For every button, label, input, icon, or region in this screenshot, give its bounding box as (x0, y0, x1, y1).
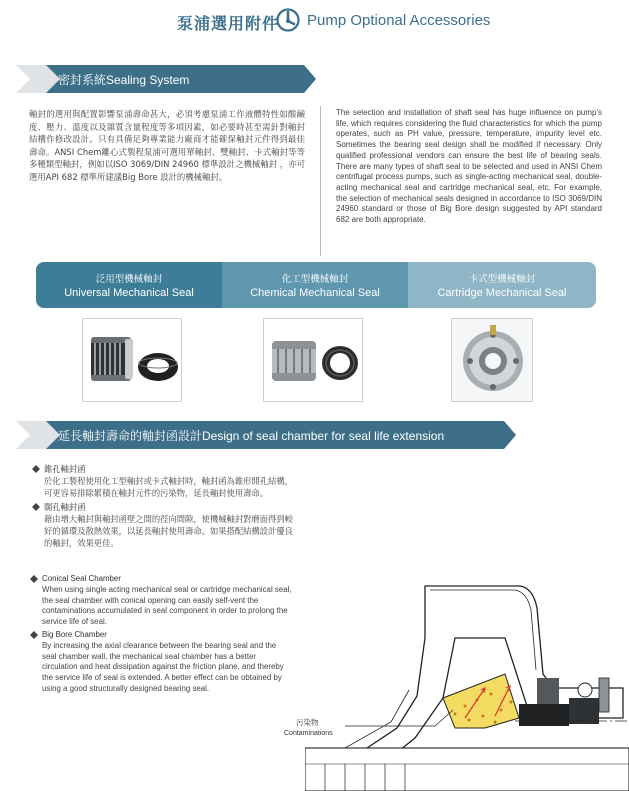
sealing-body-en: The selection and installation of shaft seal has huge influence on pump's life, which requires considering the fluid characteristics for which the pump operates, such as PH value, pressure, temperature, impurity level etc. Sometimes the bearing seal design shall be modified if necessary. Only qualified professional vendors can ensure the best life of bearing seals. There are many types of shaft seal to be selected and used in ANSI Chem centrifugal process pumps, such as single-acting mechanical seal, double-acting mechanical seal and cartridge mechanical seal, etc. For example, the selection of mechanical seals designed in accordance to ISO 3069/DIN 24960 standard or those of Big Bore design suggested by API standard 682 are both appropriate. (336, 108, 602, 225)
seal-type-name-zh: 卡式型機械軸封 (468, 274, 536, 285)
list-item-desc: 藉由增大軸封與軸封函壁之間的徑向間隙，使機械軸封對磨面得到較好的循環及散熱效果，以延長軸封使用壽命。如果搭配結構設計優良的軸封，效果更佳。 (44, 514, 293, 548)
seal-type-name-en: Universal Mechanical Seal (64, 287, 194, 299)
cartridge-seal-image (451, 318, 533, 402)
seal-type-universal (36, 262, 222, 308)
section-title-sealing-system: 密封系統Sealing System (58, 73, 190, 87)
page-header (0, 6, 629, 36)
diamond-bullet-icon (32, 465, 40, 473)
seal-type-name-en: Chemical Mechanical Seal (250, 287, 380, 299)
page-title-en: Pump Optional Accessories (307, 12, 491, 29)
list-item (32, 463, 298, 499)
list-item (30, 574, 292, 628)
list-item (30, 630, 292, 695)
diamond-bullet-icon (30, 575, 38, 583)
section-bar-seal-chamber (16, 421, 516, 449)
page-title-zh: 泵浦選用附件 (177, 14, 280, 33)
list-item-desc: When using single acting mechanical seal or cartridge mechanical seal, the seal chamber with conical opening can easily self-vent the contaminations accumulated in seal component in order to prolong the service life of seal. (42, 584, 292, 627)
contaminations-label-zh: 污染物 (296, 718, 319, 727)
universal-seal-image (82, 318, 182, 402)
diamond-bullet-icon (30, 631, 38, 639)
chemical-seal-image (263, 318, 363, 402)
seal-type-name-en: Cartridge Mechanical Seal (437, 287, 567, 299)
list-item-title: 錐孔軸封函 (44, 464, 86, 474)
list-item (32, 501, 298, 549)
seal-type-name-zh: 泛用型機械軸封 (95, 274, 163, 285)
chamber-list-zh (32, 463, 298, 551)
seal-type-cartridge (408, 262, 596, 308)
sealing-body-zh: 軸封的選用與配置影響泵浦壽命甚大，必須考慮泵浦工作液體特性如酸鹼度、壓力、溫度以及雜質含量程度等多項因素，如必要時甚至需針對軸封結構作修改設計。只有具備足夠專業能力廠商才能確保軸封元件得到最佳壽命。ANSI Chem離心式製程泵浦可選用單軸封、雙軸封、卡式軸封等等多種類型軸封，例如以ISO 3069/DIN 24960 標準設計之機械軸封 ，亦可選用API 682 標準所建議Big Bore 設計的機械軸封。 (29, 109, 305, 182)
column-divider (320, 106, 321, 256)
list-item-desc: By increasing the axial clearance between the bearing seal and the seal chamber wall, the mechanical seal chamber has a better circulation and heat dissipation against the friction plane, and thereby the service life of seal is extended. A better effect can be obtained by using a good structurally designed bearing seal. (42, 640, 284, 693)
section-title-seal-chamber: 延長軸封壽命的軸封函設計Design of seal chamber for seal life extension (58, 429, 445, 443)
chamber-list-en (30, 574, 292, 697)
seal-type-tabs (36, 262, 596, 308)
list-item-title: Conical Seal Chamber (42, 574, 121, 583)
list-item-desc: 於化工製程使用化工型軸封或卡式軸封時，軸封函為錐形開孔結構，可更容易排除累積在軸封元件的污染物，延長軸封使用壽命。 (44, 476, 293, 498)
seal-type-chemical (222, 262, 408, 308)
list-item-title: Big Bore Chamber (42, 629, 107, 639)
seal-type-name-zh: 化工型機械軸封 (281, 274, 349, 285)
pump-logo-icon (276, 8, 300, 32)
seal-chamber-drawing (305, 578, 629, 791)
list-item-title: 闊孔軸封函 (44, 502, 86, 512)
diamond-bullet-icon (32, 503, 40, 511)
contaminations-label-en: Contaminations (284, 730, 333, 737)
section-bar-sealing-system (16, 65, 316, 93)
